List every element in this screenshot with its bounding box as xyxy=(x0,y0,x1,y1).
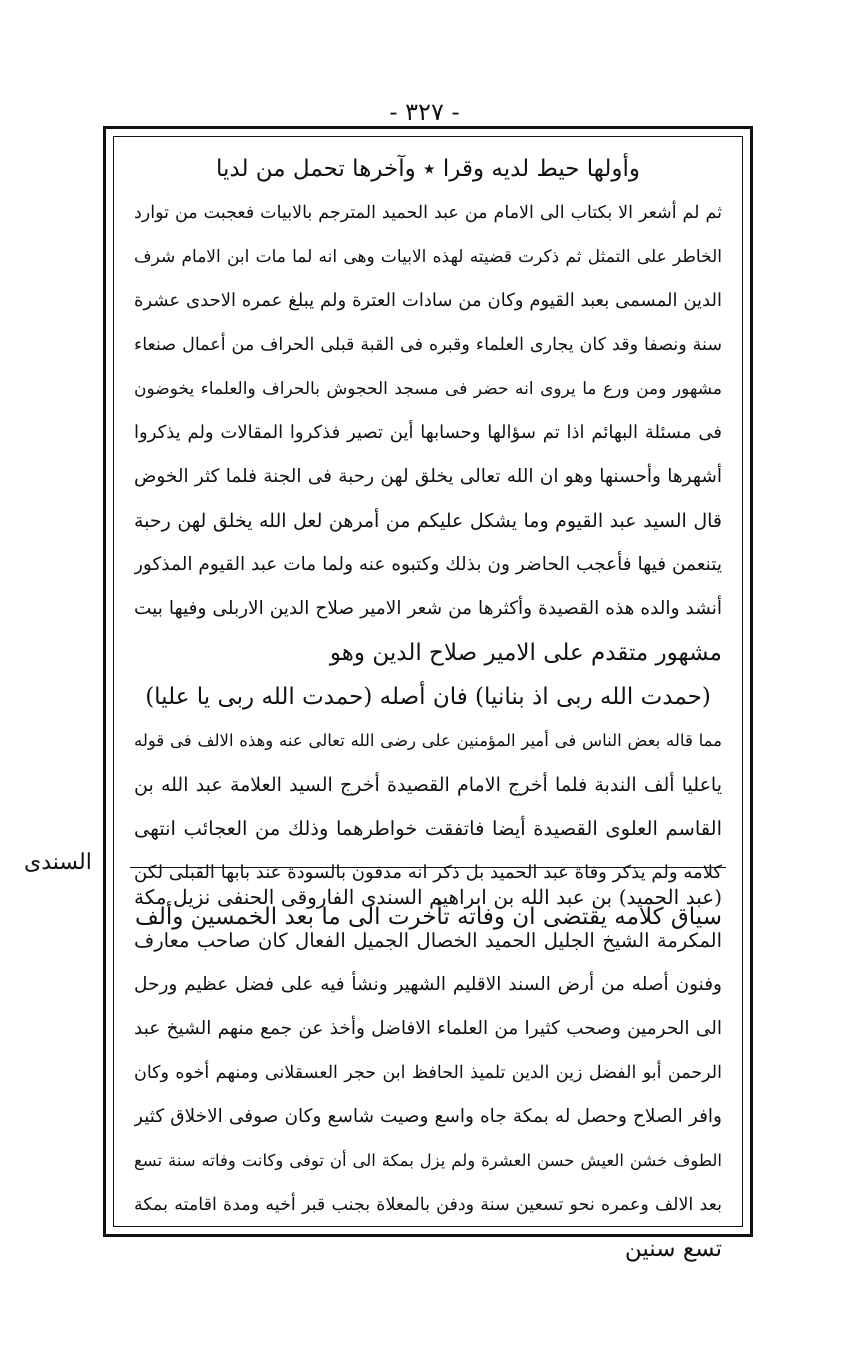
text-line: كلامه ولم يذكر وفاة عبد الحميد بل ذكر انه مدفون بالسودة عند بابها القبلى لكن xyxy=(134,862,722,883)
page-number: - ٣٢٧ - xyxy=(389,98,460,126)
text-line: وأولها حيط لديه وقرا ٭ وآخرها تحمل من لديا xyxy=(215,156,641,182)
text-line: الرحمن أبو الفضل زين الدين تلميذ الحافظ ابن حجر العسقلانى ومنهم أخوه وكان xyxy=(134,1063,722,1083)
text-line: مشهور ومن ورع ما يروى انه حضر فى مسجد الحجوش بالحراف والعلماء يخوضون xyxy=(134,379,722,399)
text-line: المكرمة الشيخ الجليل الحميد الخصال الجميل الفعال كان صاحب معارف xyxy=(134,929,722,952)
text-line: ياعليا ألف الندبة فلما أخرج الامام القصيدة أخرج السيد العلامة عبد الله بن xyxy=(134,774,722,796)
text-line: مشهور متقدم على الامير صلاح الدين وهو xyxy=(329,640,722,666)
text-line: الى الحرمين وصحب كثيرا من العلماء الافاضل وأخذ عن جمع منهم الشيخ عبد xyxy=(134,1018,722,1039)
text-line: تسع سنين xyxy=(624,1236,722,1262)
text-line: ثم لم أشعر الا بكتاب الى الامام من عبد الحميد المترجم بالابيات فعجبت من توارد xyxy=(134,203,722,223)
text-line: (حمدت الله ربى اذ بنانيا) فان أصله (حمدت الله ربى يا عليا) xyxy=(145,684,711,710)
text-line: فى مسئلة البهائم اذا تم سؤالها وحسابها أين تصير فذكروا المقالات ولم يذكروا xyxy=(134,422,722,443)
bottom-section xyxy=(134,875,722,1271)
top-section xyxy=(134,147,722,939)
text-line: قال السيد عبد القيوم وما يشكل عليكم من أمرهن لعل الله يخلق لهن رحبة xyxy=(134,510,722,532)
margin-note: السندى xyxy=(24,850,92,875)
text-line: مما قاله بعض الناس فى أمير المؤمنين على رضى الله تعالى عنه وهذه الالف فى قوله xyxy=(134,731,722,750)
text-line: (عبد الحميد) بن عبد الله بن ابراهيم السندى الفاروقى الحنفى نزيل مكة xyxy=(134,885,722,909)
text-line: الخاطر على التمثل ثم ذكرت قضيته لهذه الابيات وهى انه لما مات ابن الامام شرف xyxy=(134,247,722,267)
text-line: وافر الصلاح وحصل له بمكة جاه واسع وصيت شاسع وكان صوفى الاخلاق كثير xyxy=(134,1106,722,1127)
text-line: وفنون أصله من أرض السند الاقليم الشهير ونشأ فيه على فضل عظيم ورحل xyxy=(134,974,722,995)
text-line: أشهرها وأحسنها وهو ان الله تعالى يخلق لهن رحبة فى الجنة فلما كثر الخوض xyxy=(134,466,722,487)
text-line: يتنعمن فيها فأعجب الحاضر ون بذلك وكتبوه عنه ولما مات عبد القيوم المذكور xyxy=(134,554,722,575)
text-line: بعد الالف وعمره نحو تسعين سنة ودفن بالمعلاة بجنب قبر أخيه ومدة اقامته بمكة xyxy=(134,1195,722,1215)
text-line: سياق كلامه يقتضى ان وفاته تأخرت الى ما بعد الخمسين وألف xyxy=(135,904,722,930)
page-frame-inner xyxy=(113,136,743,1262)
text-line: القاسم العلوى القصيدة أيضا فاتفقت خواطرهما وذلك من العجائب انتهى xyxy=(134,817,722,840)
text-line: الطوف خشن العيش حسن العشرة ولم يزل بمكة الى أن توفى وكانت وفاته سنة تسع xyxy=(134,1151,722,1170)
text-line: الدين المسمى بعبد القيوم وكان من سادات العترة ولم يبلغ عمره الاحدى عشرة xyxy=(134,290,722,311)
text-line: أنشد والده هذه القصيدة وأكثرها من شعر الامير صلاح الدين الاربلى وفيها بيت xyxy=(134,598,722,619)
section-divider xyxy=(130,867,726,868)
text-line: سنة ونصفا وقد كان يجارى العلماء وقبره فى القبة قبلى الحراف من أعمال صنعاء xyxy=(134,335,722,355)
page-frame xyxy=(103,126,753,1262)
